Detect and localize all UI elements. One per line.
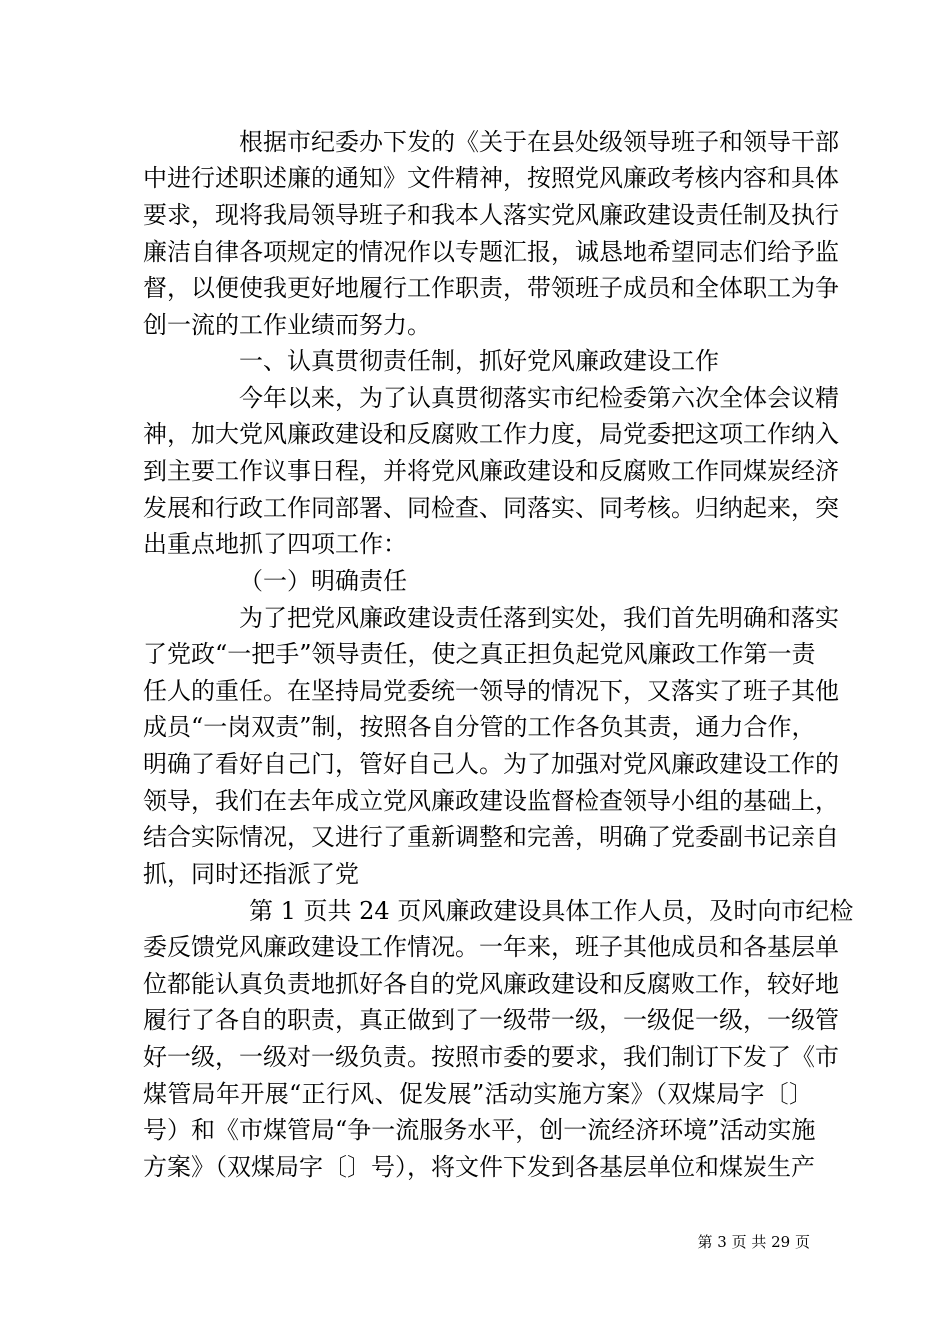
page-footer: 第 3 页 共 29 页 <box>697 1233 810 1251</box>
paragraph-2-line-5: 出重点地抓了四项工作： <box>143 530 407 558</box>
paragraph-2-line-3: 到主要工作议事日程，并将党风廉政建设和反腐败工作同煤炭经济 <box>143 457 839 485</box>
paragraph-4-line-2: 委反馈党风廉政建设工作情况。一年来，班子其他成员和各基层单 <box>143 933 839 961</box>
paragraph-3-line-2: 了党政“一把手”领导责任，使之真正担负起党风廉政工作第一责 <box>143 640 816 668</box>
paragraph-4-line-7: 号）和《市煤管局“争一流服务水平，创一流经济环境”活动实施 <box>143 1116 816 1144</box>
paragraph-3-line-5: 明确了看好自己门，管好自己人。为了加强对党风廉政建设工作的 <box>143 750 839 778</box>
section-heading-1: 一、认真贯彻责任制，抓好党风廉政建设工作 <box>239 347 719 375</box>
paragraph-4-line-6: 煤管局年开展“正行风、促发展”活动实施方案》（双煤局字〔〕 <box>143 1080 813 1108</box>
paragraph-4-line-4: 履行了各自的职责，真正做到了一级带一级，一级促一级，一级管 <box>143 1006 839 1034</box>
paragraph-4-line-1: 第 1 页共 24 页风廉政建设具体工作人员，及时向市纪检 <box>249 897 854 925</box>
paragraph-3-line-3: 任人的重任。在坚持局党委统一领导的情况下，又落实了班子其他 <box>143 677 839 705</box>
paragraph-4-line-5: 好一级，一级对一级负责。按照市委的要求，我们制订下发了《市 <box>143 1043 839 1071</box>
paragraph-3-line-6: 领导，我们在去年成立党风廉政建设监督检查领导小组的基础上， <box>143 787 839 815</box>
subsection-heading-1: （一）明确责任 <box>239 567 407 595</box>
paragraph-3-line-7: 结合实际情况，又进行了重新调整和完善，明确了党委副书记亲自 <box>143 823 839 851</box>
paragraph-2-line-1: 今年以来，为了认真贯彻落实市纪检委第六次全体会议精 <box>239 384 839 412</box>
paragraph-2-line-4: 发展和行政工作同部署、同检查、同落实、同考核。归纳起来，突 <box>143 494 839 522</box>
paragraph-1-line-5: 督，以便使我更好地履行工作职责，带领班子成员和全体职工为争 <box>143 274 839 302</box>
paragraph-1-line-1: 根据市纪委办下发的《关于在县处级领导班子和领导干部 <box>239 128 839 156</box>
paragraph-4-line-8: 方案》（双煤局字〔〕号），将文件下发到各基层单位和煤炭生产 <box>143 1153 815 1181</box>
paragraph-1-line-2: 中进行述职述廉的通知》文件精神，按照党风廉政考核内容和具体 <box>143 164 839 192</box>
paragraph-3-line-8: 抓，同时还指派了党 <box>143 860 359 888</box>
paragraph-4-line-3: 位都能认真负责地抓好各自的党风廉政建设和反腐败工作，较好地 <box>143 970 839 998</box>
paragraph-3-line-1: 为了把党风廉政建设责任落到实处，我们首先明确和落实 <box>239 604 839 632</box>
paragraph-3-line-4: 成员“一岗双责”制，按照各自分管的工作各负其责，通力合作， <box>143 713 816 741</box>
paragraph-2-line-2: 神，加大党风廉政建设和反腐败工作力度，局党委把这项工作纳入 <box>143 420 839 448</box>
paragraph-1-line-4: 廉洁自律各项规定的情况作以专题汇报，诚恳地希望同志们给予监 <box>143 238 839 266</box>
paragraph-1-line-3: 要求，现将我局领导班子和我本人落实党风廉政建设责任制及执行 <box>143 201 839 229</box>
paragraph-1-line-6: 创一流的工作业绩而努力。 <box>143 311 431 339</box>
